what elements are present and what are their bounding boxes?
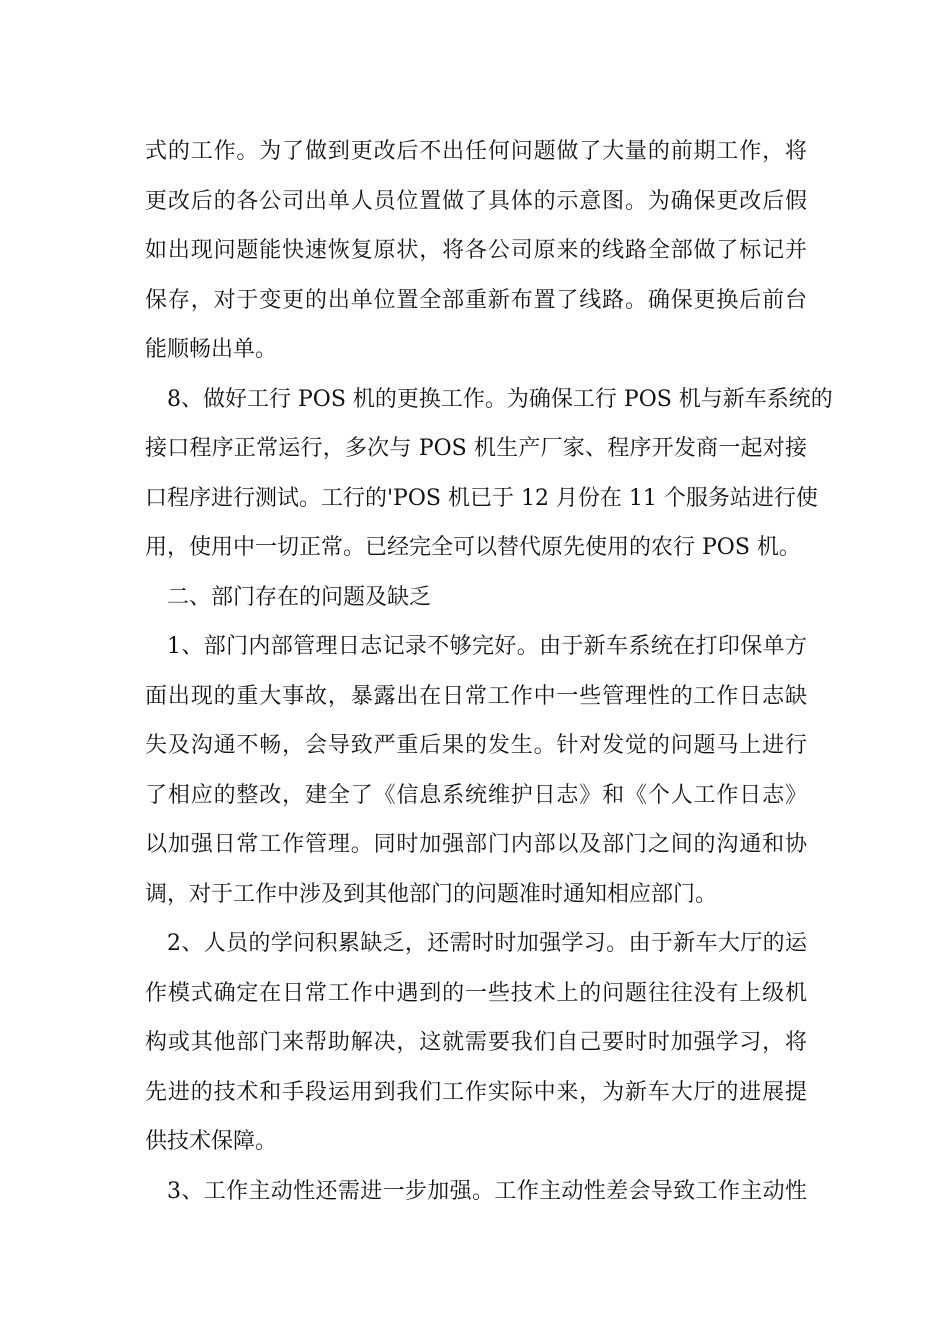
text-line: 接口程序正常运行，多次与 POS 机生产厂家、程序开发商一起对接 [145, 436, 807, 461]
text-line: 先进的技术和手段运用到我们工作实际中来，为新车大厅的进展提 [145, 1079, 807, 1105]
text-line: 以加强日常工作管理。同时加强部门内部以及部门之间的沟通和协 [145, 832, 807, 857]
paragraph-start-line: 2、人员的学问积累缺乏，还需时时加强学习。由于新车大厅的运 [167, 931, 807, 956]
paragraph-start-line: 1、部门内部管理日志记录不够完好。由于新车系统在打印保单方 [167, 634, 807, 659]
text-line: 构或其他部门来帮助解决，这就需要我们自己要时时加强学习，将 [145, 1030, 807, 1055]
text-line: 式的工作。为了做到更改后不出任何问题做了大量的前期工作，将 [145, 139, 807, 164]
section-heading: 二、部门存在的问题及缺乏 [167, 584, 432, 610]
text-line: 用，使用中一切正常。已经完全可以替代原先使用的农行 POS 机。 [145, 535, 801, 560]
paragraph-start-line: 8、做好工行 POS 机的更换工作。为确保工行 POS 机与新车系统的 [167, 386, 833, 412]
paragraph-start-line: 3、工作主动性还需进一步加强。工作主动性差会导致工作主动性 [167, 1178, 807, 1204]
text-line: 保存，对于变更的出单位置全部重新布置了线路。确保更换后前台 [145, 287, 807, 313]
text-line: 失及沟通不畅，会导致严重后果的发生。针对发觉的问题马上进行 [145, 733, 807, 758]
text-line: 口程序进行测试。工行的'POS 机已于 12 月份在 11 个服务站进行使 [145, 485, 818, 511]
text-line: 如出现问题能快速恢复原状，将各公司原来的线路全部做了标记并 [145, 238, 807, 263]
text-line: 作模式确定在日常工作中遇到的一些技术上的问题往往没有上级机 [145, 980, 807, 1006]
text-line: 更改后的各公司出单人员位置做了具体的示意图。为确保更改后假 [145, 188, 807, 214]
text-line: 能顺畅出单。 [145, 337, 278, 362]
document-body [145, 127, 833, 1216]
text-line: 调，对于工作中涉及到其他部门的问题准时通知相应部门。 [145, 881, 718, 907]
text-line: 供技术保障。 [145, 1129, 278, 1154]
text-line: 面出现的重大事故，暴露出在日常工作中一些管理性的工作日志缺 [145, 683, 807, 709]
text-line: 了相应的整改，建全了《信息系统维护日志》和《个人工作日志》 [145, 782, 807, 808]
